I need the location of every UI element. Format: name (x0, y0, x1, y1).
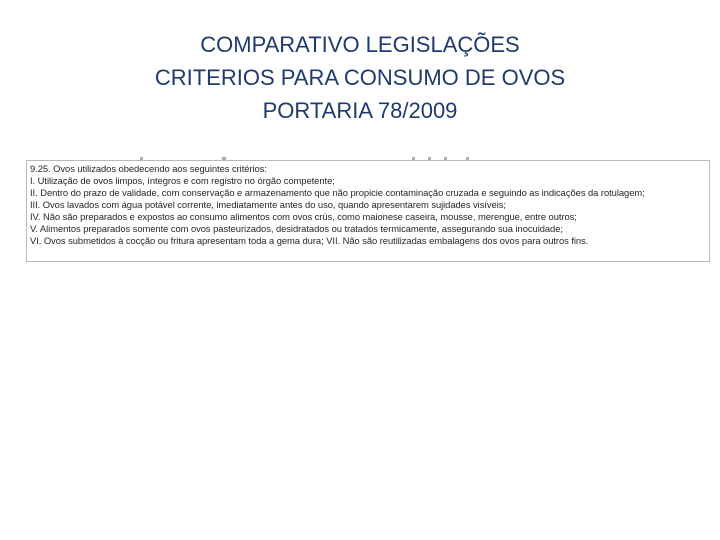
excerpt-line: 9.25. Ovos utilizados obedecendo aos seguintes critérios: (30, 163, 267, 174)
excerpt-line: III. Ovos lavados com água potável corrente, imediatamente antes do uso, quando apresentarem sujidades visíveis; (30, 199, 506, 210)
excerpt-line: VI. Ovos submetidos à cocção ou fritura apresentam toda a gema dura; VII. Não são reutilizadas embalagens dos ovos para outros fins. (30, 235, 589, 246)
excerpt-line: II. Dentro do prazo de validade, com conservação e armazenamento que não propicie contaminação cruzada e seguindo as indicações da rotulagem; (30, 187, 645, 198)
excerpt-line: V. Alimentos preparados somente com ovos pasteurizados, desidratados ou tratados termicamente, assegurando sua inocuidade; (30, 223, 563, 234)
page-title (0, 28, 720, 127)
excerpt-line: IV. Não são preparados e expostos ao consumo alimentos com ovos crús, como maionese caseira, mousse, merengue, entre outros; (30, 211, 577, 222)
title-line-3: PORTARIA 78/2009 (262, 98, 458, 123)
excerpt-line: I. Utilização de ovos limpos, íntegros e com registro no órgão competente; (30, 175, 335, 186)
title-line-1: COMPARATIVO LEGISLAÇÕES (200, 32, 520, 57)
legislation-excerpt (26, 160, 710, 262)
title-line-2: CRITERIOS PARA CONSUMO DE OVOS (154, 65, 566, 90)
